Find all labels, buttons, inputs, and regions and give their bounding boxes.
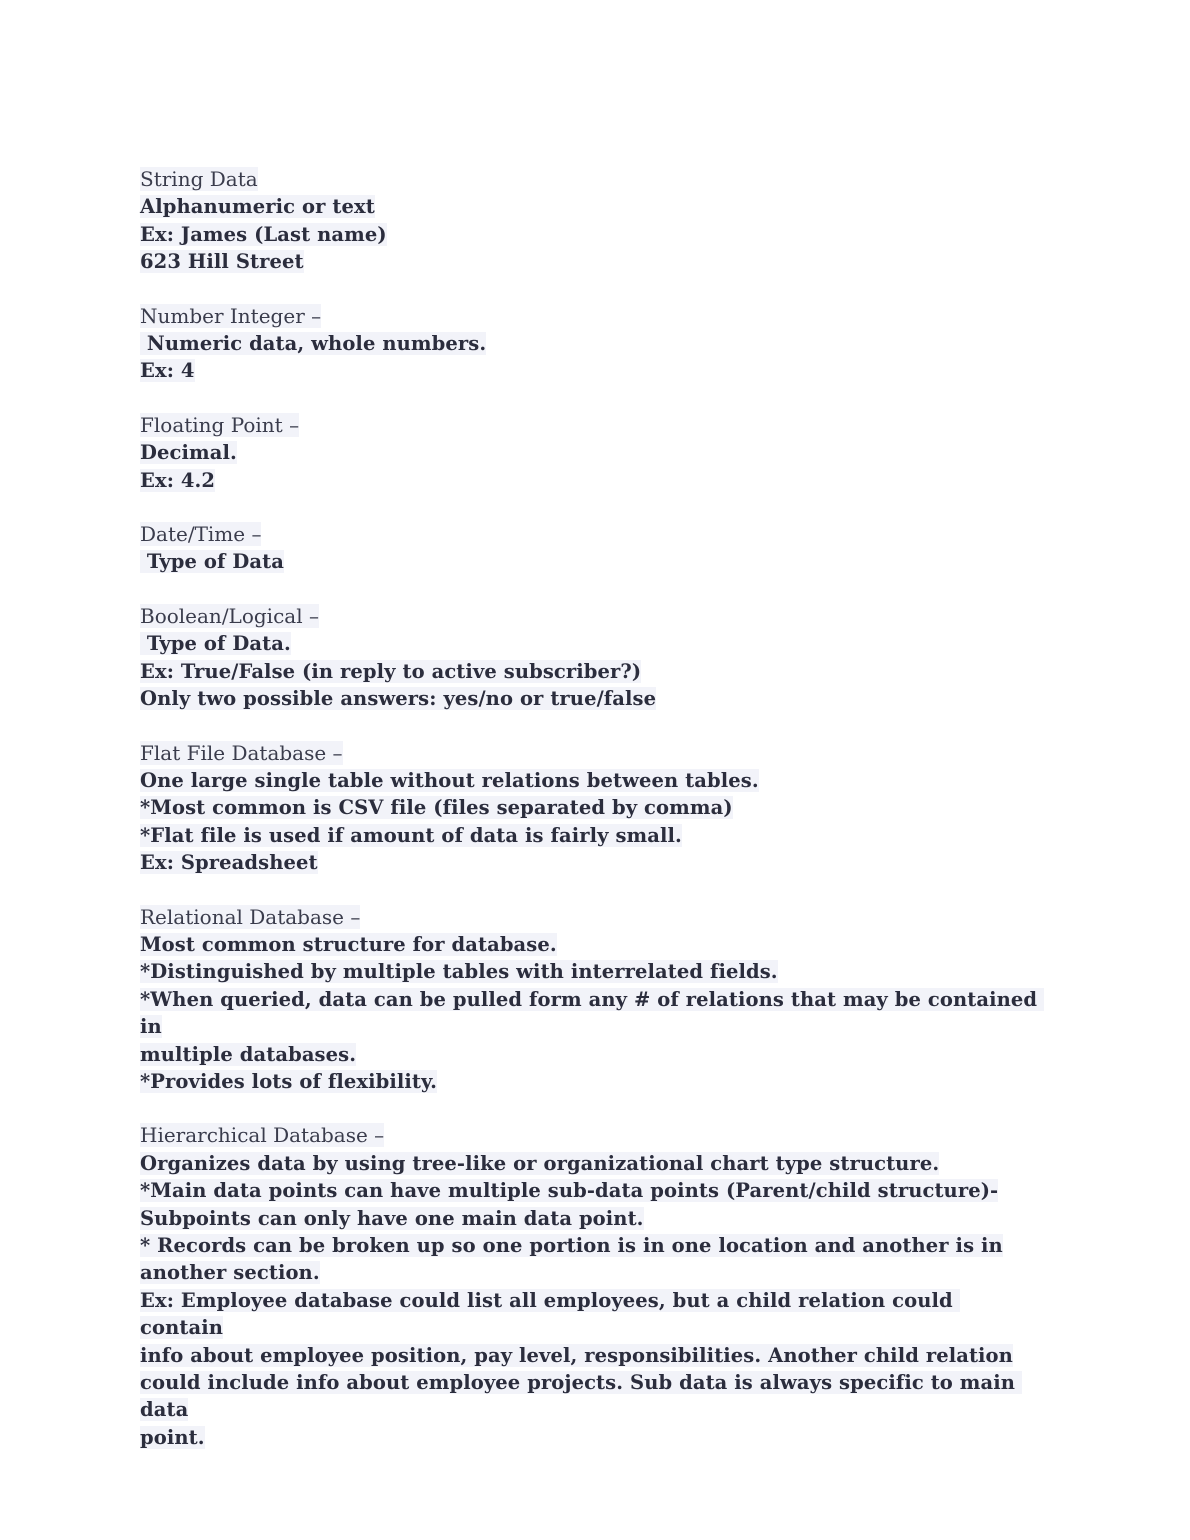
section-line: *Most common is CSV file (files separated by comma) [140,796,733,820]
section-line: Numeric data, whole numbers. [140,332,487,356]
section-line: Ex: James (Last name) [140,222,387,246]
section-heading: Date/Time – [140,522,262,547]
section-line: info about employee position, pay level, responsibilities. Another child relation [140,1343,1013,1367]
section-heading: Floating Point – [140,412,300,437]
section-line: Type of Data [140,550,284,574]
section-line: Type of Data. [140,632,291,656]
section-line: Only two possible answers: yes/no or true/false [140,687,657,711]
section-line: Most common structure for database. [140,932,557,956]
section-line: 623 Hill Street [140,250,304,274]
section-line: multiple databases. [140,1042,357,1066]
section-string-data [140,166,1040,276]
section-line: Ex: Spreadsheet [140,851,318,875]
section-heading: Flat File Database – [140,740,343,765]
section-heading: Boolean/Logical – [140,603,319,628]
section-heading: Number Integer – [140,303,322,328]
section-line: Ex: 4 [140,359,195,383]
section-relational-database [140,904,1045,1096]
section-flat-file-database [140,740,1040,877]
section-line: *When queried, data can be pulled form any # of relations that may be contained in [140,987,1045,1039]
section-line: * Records can be broken up so one portion is in one location and another is in [140,1234,1003,1257]
section-line: *Main data points can have multiple sub-data points (Parent/child structure)- [140,1179,999,1203]
section-heading: String Data [140,167,258,191]
section-boolean-logical [140,603,1040,713]
section-line: Ex: True/False (in reply to active subscriber?) [140,659,642,683]
section-line: could include info about employee projects. Sub data is always specific to main data [140,1371,1022,1422]
section-hierarchical-database [140,1122,1040,1451]
document-page [140,166,1045,1478]
section-line: One large single table without relations between tables. [140,768,759,792]
section-heading: Relational Database – [140,904,361,929]
section-line: *Provides lots of flexibility. [140,1069,438,1093]
section-line: Ex: Employee database could list all employees, but a child relation could contain [140,1288,960,1340]
section-line: *Flat file is used if amount of data is fairly small. [140,823,682,847]
section-line: another section. [140,1261,320,1285]
section-line: point. [140,1425,205,1449]
section-line: Decimal. [140,441,237,465]
section-line: Ex: 4.2 [140,468,216,492]
section-line: Alphanumeric or text [140,195,375,219]
section-heading: Hierarchical Database – [140,1123,385,1148]
section-line: *Distinguished by multiple tables with interrelated fields. [140,960,778,984]
section-floating-point [140,412,1040,494]
section-line: Subpoints can only have one main data point. [140,1206,644,1230]
section-date-time [140,521,1040,576]
section-number-integer [140,303,1040,385]
section-line: Organizes data by using tree-like or organizational chart type structure. [140,1151,940,1175]
